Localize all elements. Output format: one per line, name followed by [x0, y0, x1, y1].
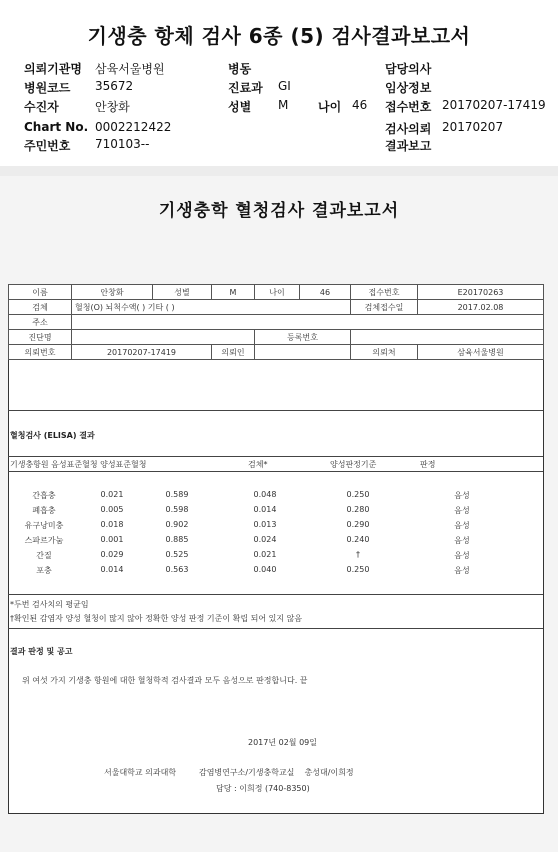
result-cell-pos: 0.563 [165, 565, 189, 574]
footnote-cutoff: †확인된 감염자 양성 혈청이 많지 않아 정확한 양성 판정 기준이 확립 되어 있지 않음 [10, 614, 303, 623]
receipt-label-cell: 접수번호 [351, 285, 418, 300]
hospital-code-value: 35672 [95, 79, 134, 93]
sex-value: M [278, 98, 289, 112]
id-value: 710103-- [95, 137, 150, 151]
hospital-code-label: 병원코드 [24, 81, 71, 95]
conclusion-title: 결과 판정 및 공고 [10, 647, 73, 656]
result-cell-cutoff: † [356, 550, 360, 559]
report-date: 2017년 02월 09일 [248, 738, 317, 747]
col-header-antigen: 기생충항원 음성표준혈청 양성표준혈청 [10, 460, 147, 469]
result-cell-name: 유구낭미충 [24, 521, 64, 530]
rule-line [8, 456, 543, 457]
result-cell-cutoff: 0.280 [346, 505, 370, 514]
scan-title: 기생충학 혈청검사 결과보고서 [158, 201, 400, 221]
rule-line [8, 410, 543, 411]
request-no-value: 20170207-17419 [72, 345, 212, 360]
result-cell-neg: 0.029 [100, 550, 124, 559]
result-cell-result: 음성 [454, 491, 470, 500]
dept-label: 진료과 [228, 81, 263, 95]
doctor-label: 담당의사 [385, 62, 432, 76]
rule-line [8, 594, 543, 595]
address-value [72, 315, 544, 330]
result-cell-result: 음성 [454, 536, 470, 545]
result-cell-cutoff: 0.240 [346, 535, 370, 544]
id-label: 주민번호 [24, 139, 71, 153]
result-cell-name: 간흡충 [32, 491, 56, 500]
request-date-label: 검사의뢰 [385, 122, 432, 136]
diagnosis-value [72, 330, 255, 345]
sex-label-cell: 성별 [153, 285, 212, 300]
col-header-cutoff: 양성판정기준 [330, 460, 377, 469]
result-cell-name: 폐흡충 [32, 506, 56, 515]
result-cell-specimen: 0.013 [253, 520, 277, 529]
chart-label: Chart No. [24, 120, 89, 134]
result-cell-cutoff: 0.290 [346, 520, 370, 529]
request-no-label: 의뢰번호 [9, 345, 72, 360]
result-cell-specimen: 0.024 [253, 535, 277, 544]
diagnosis-label: 진단명 [9, 330, 72, 345]
result-cell-result: 음성 [454, 566, 470, 575]
result-cell-pos: 0.525 [165, 550, 189, 559]
sex-label: 성별 [228, 100, 252, 114]
conclusion-text: 위 여섯 가지 기생충 항원에 대한 혈청학적 검사결과 모두 음성으로 판정합니다. 끝 [22, 676, 308, 685]
ward-label: 병동 [228, 62, 252, 76]
col-header-result: 판정 [420, 460, 436, 469]
specimen-value: 혈청(O) 뇌척수액( ) 기타 ( ) [72, 300, 351, 315]
name-label: 이름 [9, 285, 72, 300]
receipt-label: 접수번호 [385, 100, 432, 114]
result-cell-cutoff: 0.250 [346, 565, 370, 574]
result-cell-neg: 0.001 [100, 535, 124, 544]
requester-value [255, 345, 351, 360]
reg-label: 등록번호 [255, 330, 351, 345]
reg-value [351, 330, 544, 345]
signature-line: 서울대학교 의과대학 감염병연구소/기생충학교실 총성대/이희정 [104, 768, 354, 777]
requester-place-label: 의뢰처 [351, 345, 418, 360]
address-label: 주소 [9, 315, 72, 330]
institution-label: 의뢰기관명 [24, 62, 82, 76]
result-cell-name: 포충 [36, 566, 52, 575]
result-cell-result: 음성 [454, 551, 470, 560]
result-cell-name: 스파르가눔 [24, 536, 64, 545]
specimen-date-value: 2017.02.08 [418, 300, 544, 315]
result-cell-neg: 0.018 [100, 520, 124, 529]
scan-form-border [8, 284, 544, 814]
result-cell-neg: 0.005 [100, 505, 124, 514]
result-cell-pos: 0.598 [165, 505, 189, 514]
clinical-label: 임상정보 [385, 81, 432, 95]
rule-line [8, 628, 543, 629]
elisa-section-title: 혈청검사 (ELISA) 결과 [10, 431, 95, 440]
result-cell-specimen: 0.048 [253, 490, 277, 499]
result-cell-neg: 0.021 [100, 490, 124, 499]
patient-value: 안창화 [95, 100, 130, 114]
sex-value-cell: M [212, 285, 255, 300]
result-cell-result: 음성 [454, 506, 470, 515]
result-cell-name: 간질 [36, 551, 52, 560]
institution-value: 삼육서울병원 [95, 62, 165, 76]
specimen-date-label: 검체접수일 [351, 300, 418, 315]
rule-line [8, 471, 543, 472]
result-cell-pos: 0.885 [165, 535, 189, 544]
result-cell-pos: 0.589 [165, 490, 189, 499]
requester-place-value: 삼육서울병원 [418, 345, 544, 360]
result-cell-cutoff: 0.250 [346, 490, 370, 499]
result-cell-result: 음성 [454, 521, 470, 530]
age-label-cell: 나이 [255, 285, 300, 300]
result-cell-pos: 0.902 [165, 520, 189, 529]
age-value-cell: 46 [300, 285, 351, 300]
age-label: 나이 [318, 100, 342, 114]
chart-value: 0002212422 [95, 120, 172, 134]
result-cell-specimen: 0.021 [253, 550, 277, 559]
contact-line: 담당 : 이희정 (740-8350) [216, 784, 310, 793]
result-cell-neg: 0.014 [100, 565, 124, 574]
result-cell-specimen: 0.014 [253, 505, 277, 514]
specimen-label: 검체 [9, 300, 72, 315]
report-title: 기생충 항체 검사 6종 (5) 검사결과보고서 [87, 24, 471, 48]
col-header-specimen: 검체* [248, 460, 268, 469]
footnote-average: *두번 검사치의 평균임 [10, 600, 89, 609]
receipt-value-cell: E20170263 [418, 285, 544, 300]
patient-info-table [8, 284, 544, 360]
name-value: 안창화 [72, 285, 153, 300]
section-divider [0, 166, 558, 176]
receipt-value: 20170207-17419 [442, 98, 546, 112]
patient-label: 수진자 [24, 100, 59, 114]
requester-label: 의뢰인 [212, 345, 255, 360]
report-header [0, 0, 558, 166]
age-value: 46 [352, 98, 368, 112]
result-cell-specimen: 0.040 [253, 565, 277, 574]
request-date-value: 20170207 [442, 120, 504, 134]
dept-value: GI [278, 79, 291, 93]
result-report-label: 결과보고 [385, 139, 432, 153]
